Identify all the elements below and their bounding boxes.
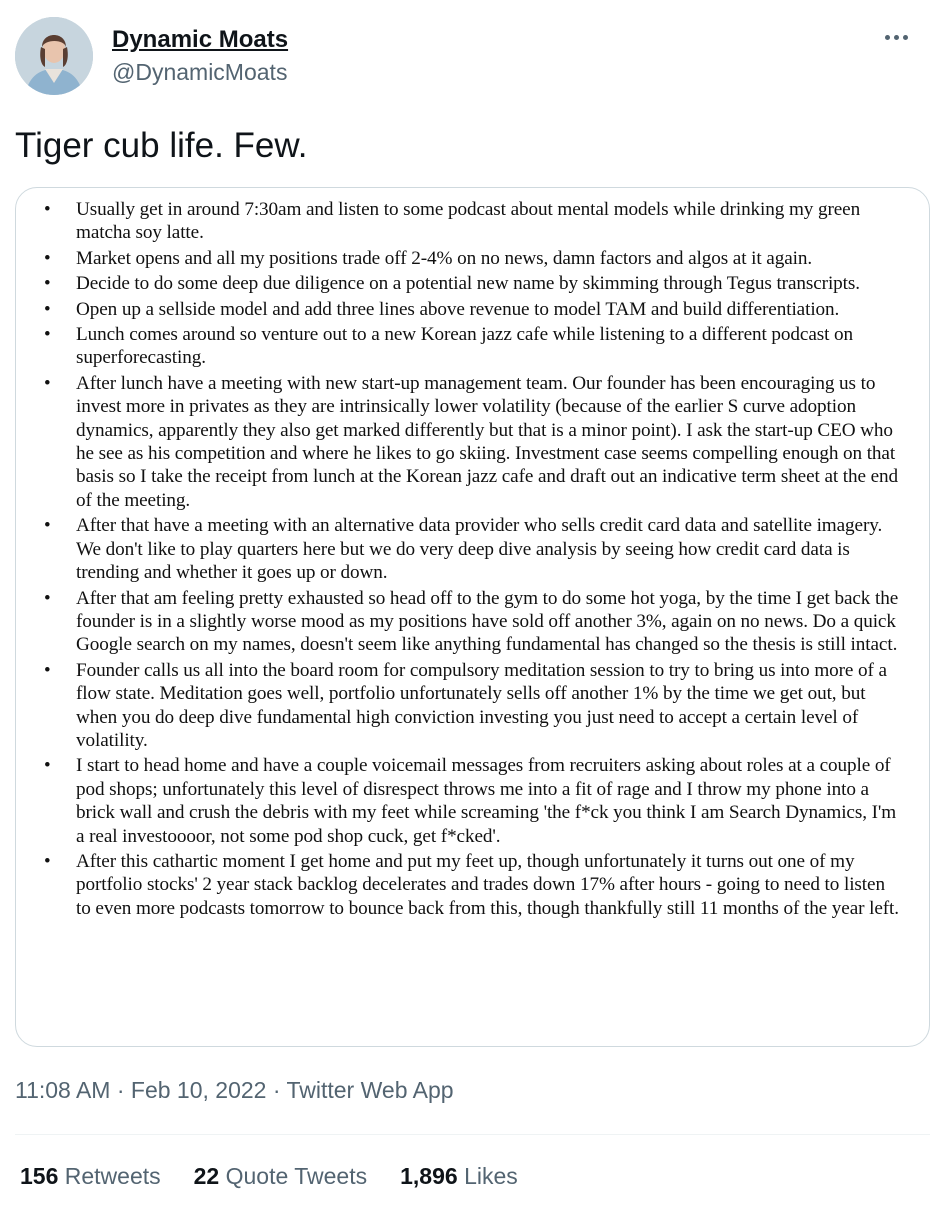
tweet-image[interactable] [15,187,930,1047]
profile-photo-icon [15,17,93,95]
document-bullet-list [16,188,929,920]
tweet-timestamp[interactable]: 11:08 AM · Feb 10, 2022 · Twitter Web App [15,1077,454,1103]
list-item: • Lunch comes around so venture out to a new Korean jazz cafe while listening to a different podcast on superforecasting. [76,323,899,370]
list-item: • Market opens and all my positions trade off 2-4% on no news, damn factors and algos at it again. [76,247,899,270]
retweets-stat[interactable] [20,1163,161,1190]
list-item: • Usually get in around 7:30am and listen to some podcast about mental models while drinking my green matcha soy latte. [76,198,899,245]
tweet-stats [20,1163,518,1190]
likes-label: Likes [464,1163,518,1189]
divider [15,1134,930,1135]
list-item: • After that have a meeting with an alternative data provider who sells credit card data and satellite imagery. We don't like to play quarters here but we do very deep dive analysis by seeing how credit card data is trending and whether it goes up or down. [76,514,899,584]
likes-count: 1,896 [400,1163,458,1189]
avatar[interactable] [15,17,93,95]
list-item: • Decide to do some deep due diligence on a potential new name by skimming through Tegus transcripts. [76,272,899,295]
more-options-button[interactable] [876,22,916,52]
list-item: • After lunch have a meeting with new start-up management team. Our founder has been encouraging us to invest more in privates as they are intrinsically lower volatility (because of the earlier S curve adoption dynamics, apparently they also get marked differently but that is a minor point). I ask the start-up CEO who he see as his competition and where he likes to go skiing. Investment case seems compelling enough on that basis so I take the receipt from lunch at the Korean jazz cafe and draft out an indicative term sheet at the end of the meeting. [76,372,899,512]
retweets-label: Retweets [64,1163,161,1189]
author-handle[interactable]: @DynamicMoats [112,59,288,85]
ellipsis-icon [885,35,890,40]
tweet-text: Tiger cub life. Few. [15,126,308,165]
quote-tweets-label: Quote Tweets [225,1163,368,1189]
likes-stat[interactable] [400,1163,518,1190]
list-item: • Open up a sellside model and add three lines above revenue to model TAM and build differentiation. [76,298,899,321]
list-item: • After this cathartic moment I get home and put my feet up, though unfortunately it turns out one of my portfolio stocks' 2 year stack backlog decelerates and trades down 17% after hours - going to need to listen to even more podcasts tomorrow to bounce back from this, though thankfully still 11 months of the year left. [76,850,899,920]
quote-tweets-count: 22 [193,1163,220,1189]
quote-tweets-stat[interactable] [194,1163,367,1190]
author-display-name[interactable]: Dynamic Moats [112,26,289,53]
retweets-count: 156 [20,1163,59,1189]
list-item: • After that am feeling pretty exhausted so head off to the gym to do some hot yoga, by the time I get back the founder is in a slightly worse mood as my positions have sold off another 3%, again on no news. Do a quick Google search on my names, doesn't seem like anything fundamental has changed so the thesis is still intact. [76,587,899,657]
list-item: • Founder calls us all into the board room for compulsory meditation session to try to bring us into more of a flow state. Meditation goes well, portfolio unfortunately sells off another 1% by the time we get out, but when you do deep dive fundamental high conviction investing you just need to accept a certain level of volatility. [76,659,899,753]
list-item: • I start to head home and have a couple voicemail messages from recruiters asking about roles at a couple of pod shops; unfortunately this level of disrespect throws me into a fit of rage and I throw my phone into a brick wall and crush the debris with my feet while screaming 'the f*ck you think I am Search Dynamics, I'm a real investoooor, not some pod shop cuck, get f*cked'. [76,754,899,848]
